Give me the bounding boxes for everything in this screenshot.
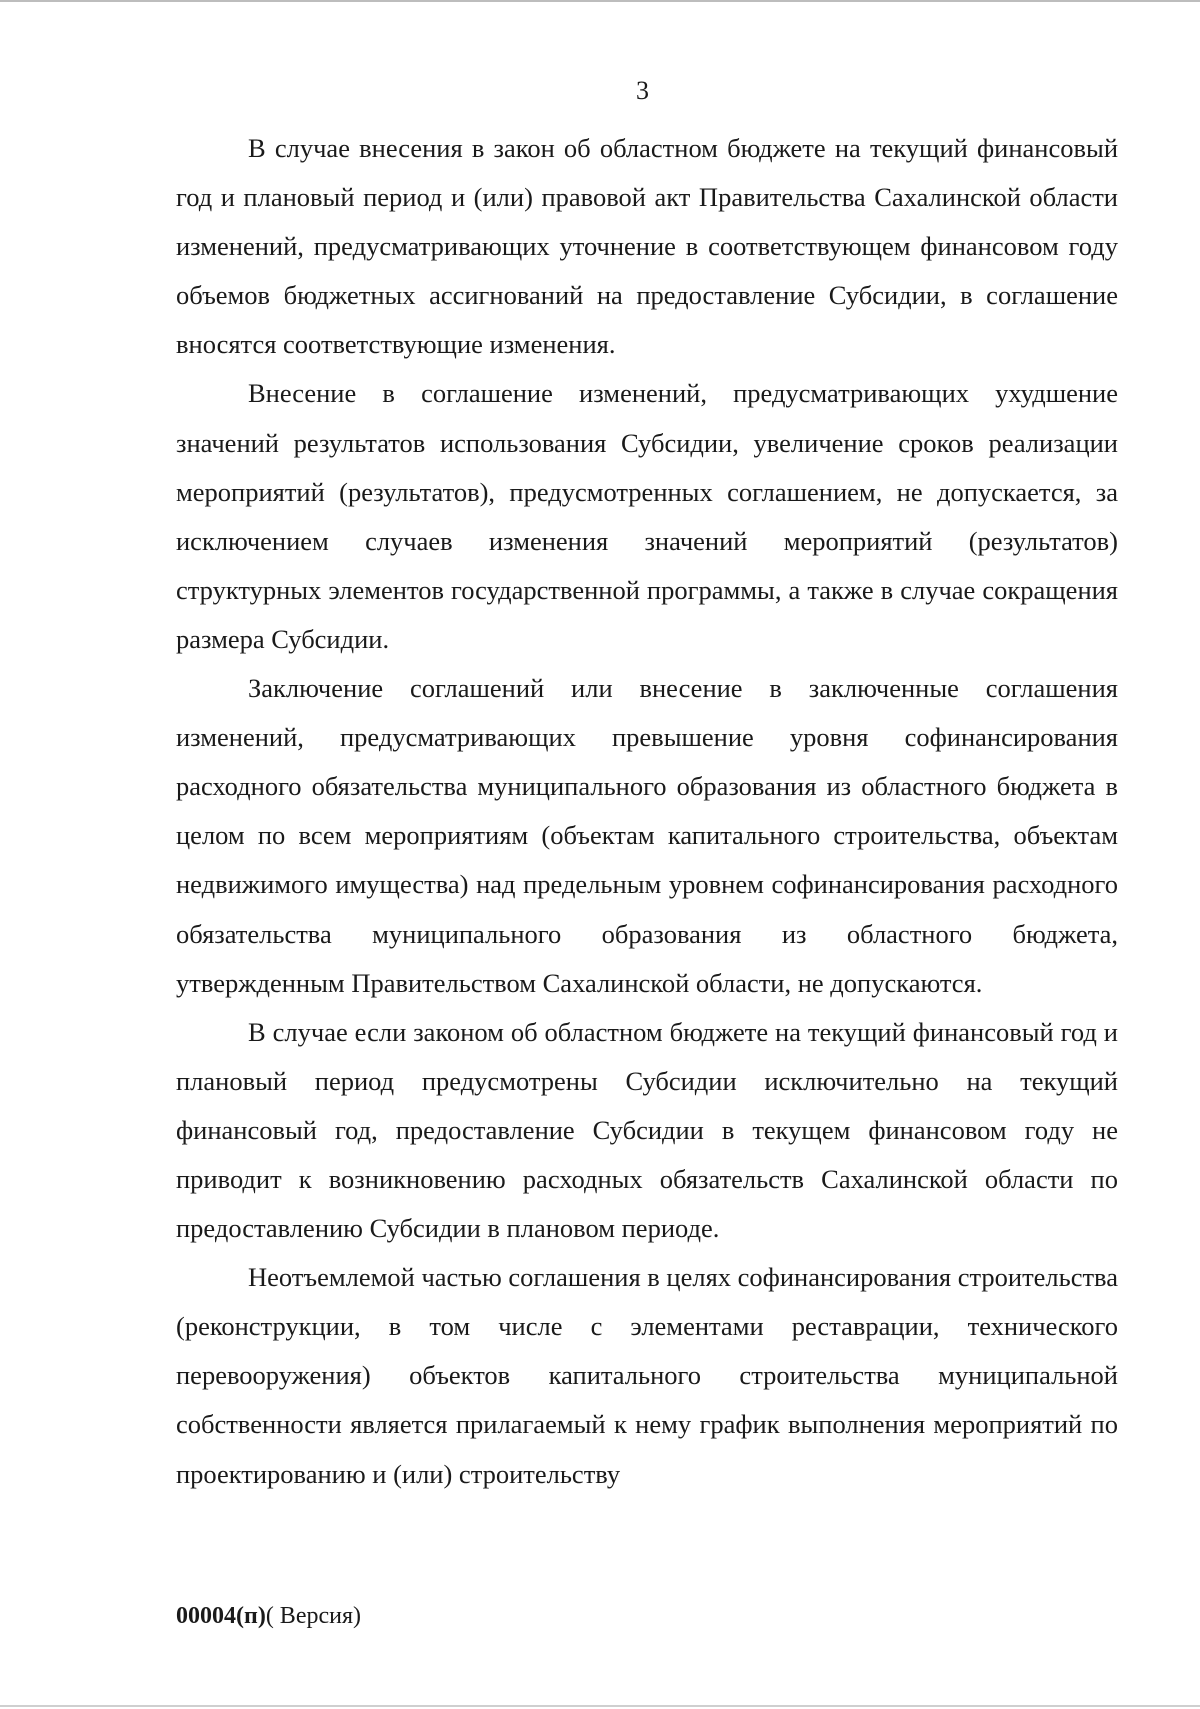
paragraph-cofinancing-limit: Заключение соглашений или внесение в заключенные соглашения изменений, предусматривающих превышение уровня софинансирования расходного обязательства муниципального образования из областного бюджета в целом по всем мероприятиям (объектам капитального строительства, объектам недвижимого имущества) над предельным уровнем софинансирования расходного обязательства муниципального образования из областного бюджета, утвержденным Правительством Сахалинской области, не допускаются. bbox=[176, 673, 1118, 998]
paragraph-schedule-annex: Неотъемлемой частью соглашения в целях софинансирования строительства (реконструкции, в том числе с элементами реставрации, технического перевооружения) объектов капитального строительства муниципальной собственности является прилагаемый к нему график выполнения мероприятий по проектированию и (или) строительству bbox=[176, 1262, 1118, 1489]
paragraph-subsidy-changes: В случае внесения в закон об областном бюджете на текущий финансовый год и плановый период и (или) правовой акт Правительства Сахалинской области изменений, предусматривающих уточнение в соответствующем финансовом году объемов бюджетных ассигнований на предоставление Субсидии, в соглашение вносятся соответствующие изменения. bbox=[176, 133, 1118, 360]
page-number: 3 bbox=[636, 76, 649, 105]
paragraph-worsening-prohibited: Внесение в соглашение изменений, предусматривающих ухудшение значений результатов использования Субсидии, увеличение сроков реализации мероприятий (результатов), предусмотренных соглашением, не допускается, за исключением случаев изменения значений мероприятий (результатов) структурных элементов государственной программы, а также в случае сокращения размера Субсидии. bbox=[176, 378, 1118, 654]
paragraph-current-year-only: В случае если законом об областном бюджете на текущий финансовый год и плановый период предусмотрены Субсидии исключительно на текущий финансовый год, предоставление Субсидии в текущем финансовом году не приводит к возникновению расходных обязательств Сахалинской области по предоставлению Субсидии в плановом периоде. bbox=[176, 1016, 1118, 1244]
bottom-edge-line bbox=[0, 1705, 1200, 1707]
document-footer bbox=[176, 1600, 361, 1632]
top-edge-line bbox=[0, 0, 1200, 2]
footer-document-code: 00004(п) bbox=[176, 1603, 266, 1629]
document-body bbox=[176, 124, 1118, 1499]
footer-version: ( Версия) bbox=[265, 1603, 361, 1629]
